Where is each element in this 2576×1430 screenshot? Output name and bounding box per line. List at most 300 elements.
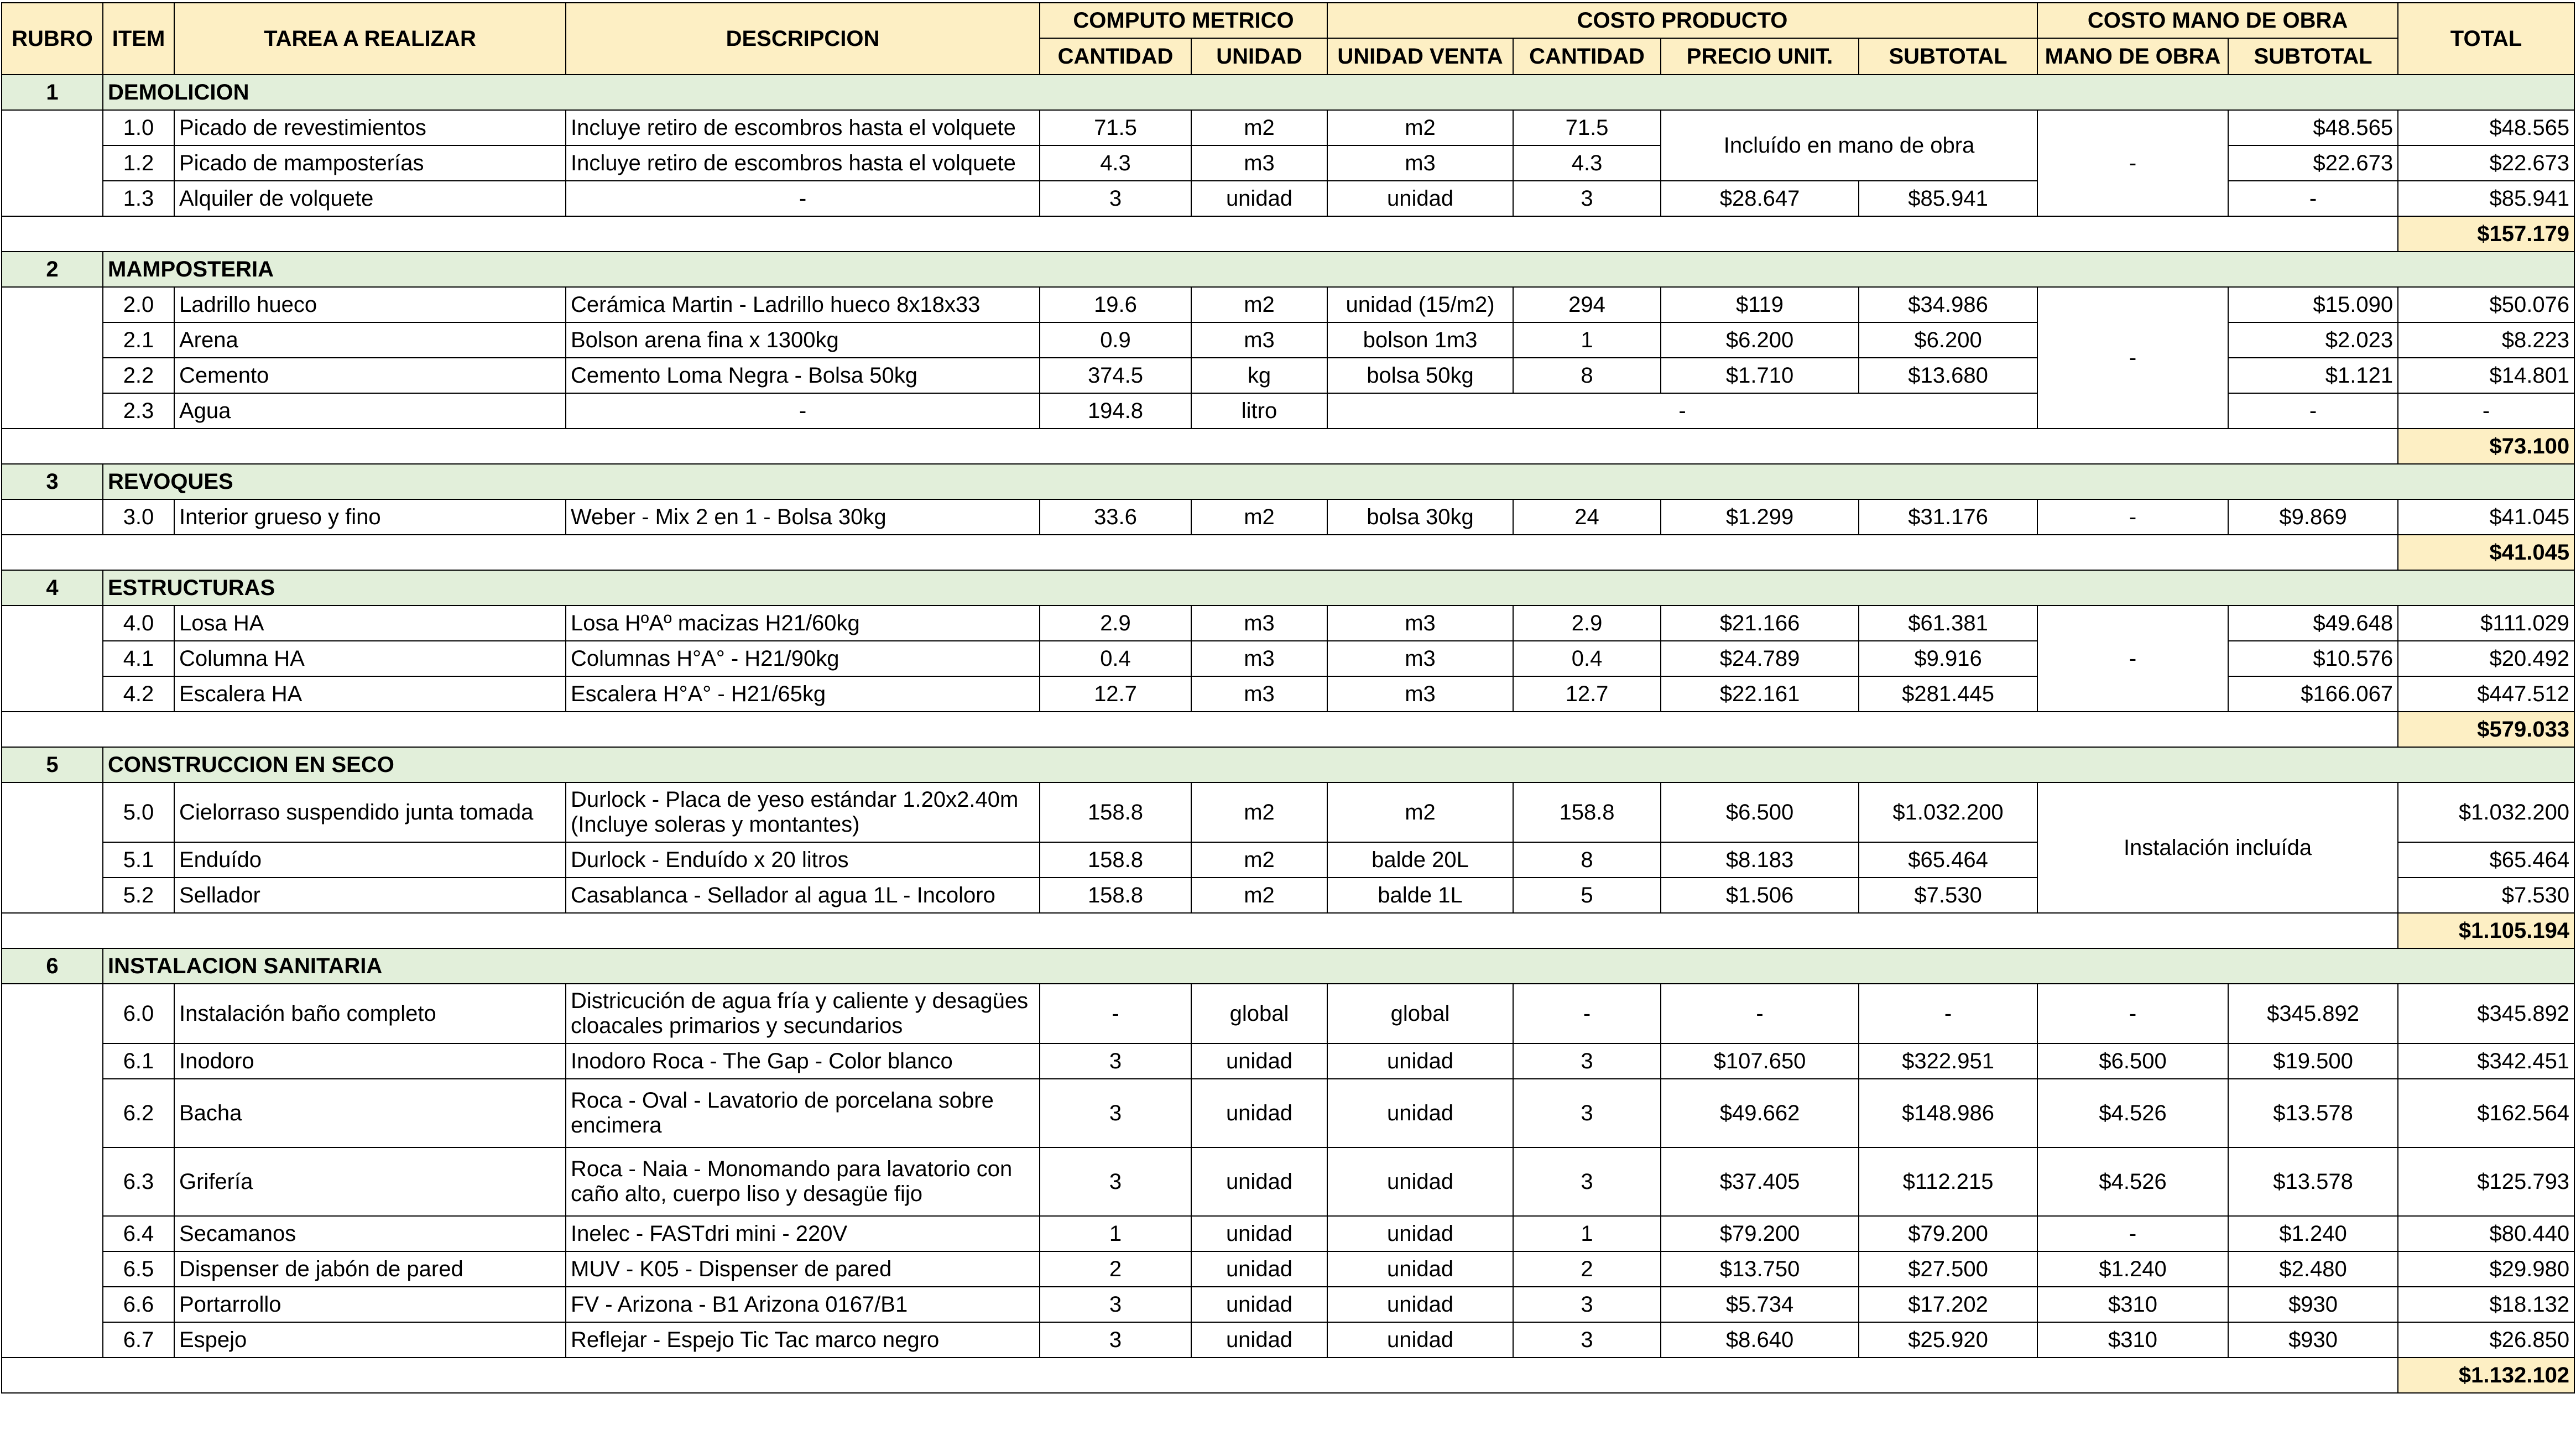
cantidad-venta-cell[interactable]: 3 bbox=[1513, 1043, 1661, 1079]
descripcion-cell[interactable]: Inelec - FASTdri mini - 220V bbox=[566, 1216, 1040, 1251]
cantidad-cell[interactable]: 1 bbox=[1040, 1216, 1191, 1251]
mo-subtotal-cell[interactable]: $1.121 bbox=[2228, 358, 2398, 393]
rubro-total[interactable]: $1.132.102 bbox=[2398, 1358, 2574, 1393]
item-cell[interactable]: 4.2 bbox=[103, 676, 174, 712]
rubro-number[interactable]: 4 bbox=[2, 570, 103, 606]
cantidad-cell[interactable]: 158.8 bbox=[1040, 878, 1191, 913]
unidad-cell[interactable]: m3 bbox=[1191, 145, 1327, 181]
col-header-rubro[interactable]: RUBRO bbox=[2, 3, 103, 75]
table-row bbox=[2, 1043, 2574, 1079]
precio-unit-cell[interactable]: $8.640 bbox=[1661, 1322, 1859, 1358]
unidad-cell[interactable]: unidad bbox=[1191, 1251, 1327, 1287]
rubro-number[interactable]: 2 bbox=[2, 252, 103, 287]
unidad-venta-cell[interactable]: unidad bbox=[1327, 1287, 1513, 1322]
subtotal-cell[interactable]: $85.941 bbox=[1859, 181, 2037, 216]
total-cell[interactable]: $85.941 bbox=[2398, 181, 2574, 216]
precio-unit-cell[interactable]: $1.710 bbox=[1661, 358, 1859, 393]
subtotal-cell[interactable]: $6.200 bbox=[1859, 322, 2037, 358]
rubro-cell[interactable] bbox=[2, 984, 103, 1358]
cantidad-cell[interactable]: 3 bbox=[1040, 1147, 1191, 1216]
rubro-cell[interactable] bbox=[2, 110, 103, 216]
rubro-name[interactable]: MAMPOSTERIA bbox=[103, 252, 2574, 287]
unidad-cell[interactable]: m3 bbox=[1191, 676, 1327, 712]
unidad-cell[interactable]: unidad bbox=[1191, 1322, 1327, 1358]
cantidad-cell[interactable]: 194.8 bbox=[1040, 393, 1191, 429]
cantidad-venta-cell[interactable]: 158.8 bbox=[1513, 782, 1661, 842]
mo-subtotal-cell[interactable]: $1.240 bbox=[2228, 1216, 2398, 1251]
mano-obra-cell[interactable]: $6.500 bbox=[2037, 1043, 2228, 1079]
tarea-cell[interactable]: Cemento bbox=[174, 358, 566, 393]
rubro-total[interactable]: $41.045 bbox=[2398, 535, 2574, 570]
cantidad-venta-cell[interactable]: 2 bbox=[1513, 1251, 1661, 1287]
rubro-name[interactable]: REVOQUES bbox=[103, 464, 2574, 499]
tarea-cell[interactable]: Cielorraso suspendido junta tomada bbox=[174, 782, 566, 842]
subtotal-cell[interactable]: $13.680 bbox=[1859, 358, 2037, 393]
total-cell[interactable]: $18.132 bbox=[2398, 1287, 2574, 1322]
cantidad-venta-cell[interactable]: 0.4 bbox=[1513, 641, 1661, 676]
unidad-venta-cell[interactable]: balde 1L bbox=[1327, 878, 1513, 913]
precio-unit-cell[interactable]: $28.647 bbox=[1661, 181, 1859, 216]
total-cell[interactable]: $29.980 bbox=[2398, 1251, 2574, 1287]
tarea-cell[interactable]: Portarrollo bbox=[174, 1287, 566, 1322]
tarea-cell[interactable]: Enduído bbox=[174, 842, 566, 878]
total-cell[interactable]: - bbox=[2398, 393, 2574, 429]
mano-obra-cell[interactable]: - bbox=[2037, 606, 2228, 712]
item-cell[interactable]: 1.0 bbox=[103, 110, 174, 145]
total-cell[interactable]: $111.029 bbox=[2398, 606, 2574, 641]
tarea-cell[interactable]: Picado de mamposterías bbox=[174, 145, 566, 181]
unidad-venta-cell[interactable]: unidad bbox=[1327, 1043, 1513, 1079]
unidad-venta-cell[interactable]: unidad bbox=[1327, 1322, 1513, 1358]
cantidad-cell[interactable]: 2.9 bbox=[1040, 606, 1191, 641]
item-cell[interactable]: 1.2 bbox=[103, 145, 174, 181]
rubro-total[interactable]: $579.033 bbox=[2398, 712, 2574, 747]
descripcion-cell[interactable]: Cerámica Martin - Ladrillo hueco 8x18x33 bbox=[566, 287, 1040, 322]
unidad-cell[interactable]: unidad bbox=[1191, 1043, 1327, 1079]
item-cell[interactable]: 3.0 bbox=[103, 499, 174, 535]
table-row bbox=[2, 1287, 2574, 1322]
unidad-cell[interactable]: m2 bbox=[1191, 110, 1327, 145]
table-row bbox=[2, 1322, 2574, 1358]
table-row bbox=[2, 1079, 2574, 1147]
descripcion-cell[interactable]: Incluye retiro de escombros hasta el volquete bbox=[566, 110, 1040, 145]
unidad-venta-cell[interactable]: unidad bbox=[1327, 1251, 1513, 1287]
rubro-cell[interactable] bbox=[2, 606, 103, 712]
unidad-venta-cell[interactable]: unidad (15/m2) bbox=[1327, 287, 1513, 322]
cantidad-venta-cell[interactable]: - bbox=[1513, 984, 1661, 1043]
table-row bbox=[2, 606, 2574, 641]
descripcion-cell[interactable]: FV - Arizona - B1 Arizona 0167/B1 bbox=[566, 1287, 1040, 1322]
cantidad-cell[interactable]: 3 bbox=[1040, 1043, 1191, 1079]
unidad-cell[interactable]: m2 bbox=[1191, 878, 1327, 913]
unidad-venta-cell[interactable]: bolsa 50kg bbox=[1327, 358, 1513, 393]
precio-unit-cell[interactable]: $13.750 bbox=[1661, 1251, 1859, 1287]
item-cell[interactable]: 5.0 bbox=[103, 782, 174, 842]
cantidad-cell[interactable]: 4.3 bbox=[1040, 145, 1191, 181]
cantidad-cell[interactable]: 0.4 bbox=[1040, 641, 1191, 676]
item-cell[interactable]: 6.4 bbox=[103, 1216, 174, 1251]
col-header-item[interactable]: ITEM bbox=[103, 3, 174, 75]
subtotal-cell[interactable]: $31.176 bbox=[1859, 499, 2037, 535]
precio-unit-cell[interactable]: $119 bbox=[1661, 287, 1859, 322]
subtotal-cell[interactable]: $112.215 bbox=[1859, 1147, 2037, 1216]
col-header-total[interactable]: TOTAL bbox=[2398, 3, 2574, 75]
rubro-total[interactable]: $73.100 bbox=[2398, 429, 2574, 464]
cantidad-cell[interactable]: 33.6 bbox=[1040, 499, 1191, 535]
unidad-cell[interactable]: unidad bbox=[1191, 1287, 1327, 1322]
precio-unit-cell[interactable]: $37.405 bbox=[1661, 1147, 1859, 1216]
mano-obra-cell[interactable]: - bbox=[2037, 984, 2228, 1043]
table-row bbox=[2, 1147, 2574, 1216]
unidad-cell[interactable]: m3 bbox=[1191, 606, 1327, 641]
precio-unit-cell[interactable]: $24.789 bbox=[1661, 641, 1859, 676]
tarea-cell[interactable]: Escalera HA bbox=[174, 676, 566, 712]
precio-unit-cell[interactable]: $22.161 bbox=[1661, 676, 1859, 712]
precio-unit-cell[interactable]: $1.299 bbox=[1661, 499, 1859, 535]
unidad-cell[interactable]: global bbox=[1191, 984, 1327, 1043]
subtotal-cell[interactable]: $9.916 bbox=[1859, 641, 2037, 676]
item-cell[interactable]: 6.0 bbox=[103, 984, 174, 1043]
subtotal-cell[interactable]: $34.986 bbox=[1859, 287, 2037, 322]
mo-subtotal-cell[interactable]: $166.067 bbox=[2228, 676, 2398, 712]
subtotal-cell[interactable]: $322.951 bbox=[1859, 1043, 2037, 1079]
cantidad-cell[interactable]: 158.8 bbox=[1040, 782, 1191, 842]
total-cell[interactable]: $125.793 bbox=[2398, 1147, 2574, 1216]
unidad-venta-cell[interactable]: m2 bbox=[1327, 110, 1513, 145]
unidad-venta-cell[interactable]: m3 bbox=[1327, 676, 1513, 712]
subtotal-cell[interactable]: $281.445 bbox=[1859, 676, 2037, 712]
subtotal-cell[interactable]: $25.920 bbox=[1859, 1322, 2037, 1358]
unidad-cell[interactable]: m2 bbox=[1191, 499, 1327, 535]
rubro-number[interactable]: 3 bbox=[2, 464, 103, 499]
mo-subtotal-cell[interactable]: - bbox=[2228, 181, 2398, 216]
col-header-cantidad-venta[interactable]: CANTIDAD bbox=[1513, 38, 1661, 75]
unidad-venta-cell[interactable]: unidad bbox=[1327, 1216, 1513, 1251]
unidad-venta-cell[interactable]: m3 bbox=[1327, 641, 1513, 676]
descripcion-cell[interactable]: - bbox=[566, 393, 1040, 429]
unidad-venta-cell[interactable]: balde 20L bbox=[1327, 842, 1513, 878]
total-cell[interactable]: $1.032.200 bbox=[2398, 782, 2574, 842]
mo-subtotal-cell[interactable]: - bbox=[2228, 393, 2398, 429]
total-cell[interactable]: $48.565 bbox=[2398, 110, 2574, 145]
tarea-cell[interactable]: Alquiler de volquete bbox=[174, 181, 566, 216]
col-header-subtotal-mano-obra[interactable]: SUBTOTAL bbox=[2228, 38, 2398, 75]
unidad-venta-cell[interactable]: bolson 1m3 bbox=[1327, 322, 1513, 358]
cantidad-cell[interactable]: 3 bbox=[1040, 181, 1191, 216]
rubro-cell[interactable] bbox=[2, 782, 103, 913]
cantidad-venta-cell[interactable]: 24 bbox=[1513, 499, 1661, 535]
cantidad-venta-cell[interactable]: 8 bbox=[1513, 358, 1661, 393]
descripcion-cell[interactable]: Inodoro Roca - The Gap - Color blanco bbox=[566, 1043, 1040, 1079]
item-cell[interactable]: 6.2 bbox=[103, 1079, 174, 1147]
unidad-cell[interactable]: unidad bbox=[1191, 1216, 1327, 1251]
subtotal-cell[interactable]: $1.032.200 bbox=[1859, 782, 2037, 842]
mano-obra-cell[interactable]: - bbox=[2037, 287, 2228, 429]
unidad-venta-cell[interactable]: m3 bbox=[1327, 606, 1513, 641]
subtotal-cell[interactable]: $17.202 bbox=[1859, 1287, 2037, 1322]
subtotal-cell[interactable]: $148.986 bbox=[1859, 1079, 2037, 1147]
item-cell[interactable]: 6.5 bbox=[103, 1251, 174, 1287]
cantidad-cell[interactable]: 12.7 bbox=[1040, 676, 1191, 712]
item-cell[interactable]: 4.1 bbox=[103, 641, 174, 676]
col-header-unidad[interactable]: UNIDAD bbox=[1191, 38, 1327, 75]
tarea-cell[interactable]: Dispenser de jabón de pared bbox=[174, 1251, 566, 1287]
unidad-cell[interactable]: unidad bbox=[1191, 1147, 1327, 1216]
tarea-cell[interactable]: Picado de revestimientos bbox=[174, 110, 566, 145]
total-cell[interactable]: $65.464 bbox=[2398, 842, 2574, 878]
cantidad-venta-cell[interactable]: 294 bbox=[1513, 287, 1661, 322]
tarea-cell[interactable]: Columna HA bbox=[174, 641, 566, 676]
tarea-cell[interactable]: Sellador bbox=[174, 878, 566, 913]
descripcion-cell[interactable]: Roca - Oval - Lavatorio de porcelana sobre encimera bbox=[566, 1079, 1040, 1147]
cantidad-cell[interactable]: 374.5 bbox=[1040, 358, 1191, 393]
col-header-subtotal-producto[interactable]: SUBTOTAL bbox=[1859, 38, 2037, 75]
mo-subtotal-cell[interactable]: $19.500 bbox=[2228, 1043, 2398, 1079]
precio-unit-cell[interactable]: $5.734 bbox=[1661, 1287, 1859, 1322]
total-cell[interactable]: $22.673 bbox=[2398, 145, 2574, 181]
descripcion-cell[interactable]: Districución de agua fría y caliente y desagües cloacales primarios y secundarios bbox=[566, 984, 1040, 1043]
mo-subtotal-cell[interactable]: $13.578 bbox=[2228, 1147, 2398, 1216]
precio-unit-cell[interactable]: $107.650 bbox=[1661, 1043, 1859, 1079]
item-cell[interactable]: 1.3 bbox=[103, 181, 174, 216]
cantidad-venta-cell[interactable]: 3 bbox=[1513, 181, 1661, 216]
col-header-cantidad[interactable]: CANTIDAD bbox=[1040, 38, 1191, 75]
tarea-cell[interactable]: Grifería bbox=[174, 1147, 566, 1216]
unidad-cell[interactable]: m2 bbox=[1191, 782, 1327, 842]
precio-unit-cell[interactable]: $79.200 bbox=[1661, 1216, 1859, 1251]
precio-unit-cell[interactable]: $6.500 bbox=[1661, 782, 1859, 842]
agua-producto-cell[interactable]: - bbox=[1327, 393, 2037, 429]
rubro-row bbox=[2, 948, 2574, 984]
item-cell[interactable]: 5.2 bbox=[103, 878, 174, 913]
descripcion-cell[interactable]: Durlock - Placa de yeso estándar 1.20x2.40m (Incluye soleras y montantes) bbox=[566, 782, 1040, 842]
total-cell[interactable]: $41.045 bbox=[2398, 499, 2574, 535]
unidad-cell[interactable]: unidad bbox=[1191, 1079, 1327, 1147]
precio-unit-cell[interactable]: $49.662 bbox=[1661, 1079, 1859, 1147]
total-cell[interactable]: $14.801 bbox=[2398, 358, 2574, 393]
unidad-cell[interactable]: unidad bbox=[1191, 181, 1327, 216]
rubro-total[interactable]: $157.179 bbox=[2398, 216, 2574, 252]
mo-subtotal-cell[interactable]: $930 bbox=[2228, 1287, 2398, 1322]
col-group-costo-mano-obra[interactable]: COSTO MANO DE OBRA bbox=[2037, 3, 2398, 38]
item-cell[interactable]: 2.0 bbox=[103, 287, 174, 322]
rubro-name[interactable]: INSTALACION SANITARIA bbox=[103, 948, 2574, 984]
mo-subtotal-cell[interactable]: $345.892 bbox=[2228, 984, 2398, 1043]
item-cell[interactable]: 6.3 bbox=[103, 1147, 174, 1216]
cantidad-venta-cell[interactable]: 4.3 bbox=[1513, 145, 1661, 181]
table-row bbox=[2, 110, 2574, 145]
unidad-cell[interactable]: m3 bbox=[1191, 641, 1327, 676]
mano-obra-cell[interactable]: - bbox=[2037, 499, 2228, 535]
total-cell[interactable]: $345.892 bbox=[2398, 984, 2574, 1043]
mo-subtotal-cell[interactable]: $15.090 bbox=[2228, 287, 2398, 322]
table-row bbox=[2, 1251, 2574, 1287]
descripcion-cell[interactable]: Cemento Loma Negra - Bolsa 50kg bbox=[566, 358, 1040, 393]
table-row bbox=[2, 287, 2574, 322]
rubro-number[interactable]: 6 bbox=[2, 948, 103, 984]
cantidad-cell[interactable]: 3 bbox=[1040, 1079, 1191, 1147]
subtotal-cell[interactable]: $7.530 bbox=[1859, 878, 2037, 913]
unidad-venta-cell[interactable]: m2 bbox=[1327, 782, 1513, 842]
unidad-cell[interactable]: m3 bbox=[1191, 322, 1327, 358]
descripcion-cell[interactable]: Roca - Naia - Monomando para lavatorio con caño alto, cuerpo liso y desagüe fijo bbox=[566, 1147, 1040, 1216]
cantidad-venta-cell[interactable]: 5 bbox=[1513, 878, 1661, 913]
cantidad-cell[interactable]: 0.9 bbox=[1040, 322, 1191, 358]
descripcion-cell[interactable]: Casablanca - Sellador al agua 1L - Incoloro bbox=[566, 878, 1040, 913]
tarea-cell[interactable]: Instalación baño completo bbox=[174, 984, 566, 1043]
descripcion-cell[interactable]: MUV - K05 - Dispenser de pared bbox=[566, 1251, 1040, 1287]
tarea-cell[interactable]: Espejo bbox=[174, 1322, 566, 1358]
subtotal-cell[interactable]: $65.464 bbox=[1859, 842, 2037, 878]
cantidad-cell[interactable]: 19.6 bbox=[1040, 287, 1191, 322]
precio-unit-cell[interactable]: $6.200 bbox=[1661, 322, 1859, 358]
rubro-row bbox=[2, 75, 2574, 110]
cantidad-cell[interactable]: 158.8 bbox=[1040, 842, 1191, 878]
unidad-venta-cell[interactable]: unidad bbox=[1327, 1079, 1513, 1147]
rubro-number[interactable]: 1 bbox=[2, 75, 103, 110]
cantidad-venta-cell[interactable]: 1 bbox=[1513, 322, 1661, 358]
col-group-costo-producto[interactable]: COSTO PRODUCTO bbox=[1327, 3, 2037, 38]
mano-obra-cell[interactable]: $1.240 bbox=[2037, 1251, 2228, 1287]
precio-unit-cell[interactable]: $8.183 bbox=[1661, 842, 1859, 878]
item-cell[interactable]: 6.6 bbox=[103, 1287, 174, 1322]
col-header-descripcion[interactable]: DESCRIPCION bbox=[566, 3, 1040, 75]
descripcion-cell[interactable]: Weber - Mix 2 en 1 - Bolsa 30kg bbox=[566, 499, 1040, 535]
mo-subtotal-cell[interactable]: $10.576 bbox=[2228, 641, 2398, 676]
item-cell[interactable]: 2.2 bbox=[103, 358, 174, 393]
mo-subtotal-cell[interactable]: $48.565 bbox=[2228, 110, 2398, 145]
mano-obra-cell[interactable]: - bbox=[2037, 110, 2228, 216]
mo-subtotal-cell[interactable]: $9.869 bbox=[2228, 499, 2398, 535]
mo-subtotal-cell[interactable]: $2.023 bbox=[2228, 322, 2398, 358]
col-header-tarea[interactable]: TAREA A REALIZAR bbox=[174, 3, 566, 75]
tarea-cell[interactable]: Arena bbox=[174, 322, 566, 358]
cantidad-cell[interactable]: 2 bbox=[1040, 1251, 1191, 1287]
total-cell[interactable]: $8.223 bbox=[2398, 322, 2574, 358]
cantidad-cell[interactable]: 3 bbox=[1040, 1322, 1191, 1358]
total-cell[interactable]: $162.564 bbox=[2398, 1079, 2574, 1147]
mo-subtotal-cell[interactable]: $49.648 bbox=[2228, 606, 2398, 641]
mano-obra-cell[interactable]: $310 bbox=[2037, 1322, 2228, 1358]
mano-obra-cell[interactable]: - bbox=[2037, 1216, 2228, 1251]
rubro-name[interactable]: ESTRUCTURAS bbox=[103, 570, 2574, 606]
descripcion-cell[interactable]: Escalera H°A° - H21/65kg bbox=[566, 676, 1040, 712]
total-cell[interactable]: $342.451 bbox=[2398, 1043, 2574, 1079]
mano-obra-cell[interactable]: $4.526 bbox=[2037, 1079, 2228, 1147]
cantidad-venta-cell[interactable]: 12.7 bbox=[1513, 676, 1661, 712]
cantidad-venta-cell[interactable]: 3 bbox=[1513, 1322, 1661, 1358]
precio-unit-cell[interactable]: $1.506 bbox=[1661, 878, 1859, 913]
descripcion-cell[interactable]: - bbox=[566, 181, 1040, 216]
total-cell[interactable]: $50.076 bbox=[2398, 287, 2574, 322]
total-cell[interactable]: $20.492 bbox=[2398, 641, 2574, 676]
subtotal-cell[interactable]: $61.381 bbox=[1859, 606, 2037, 641]
col-header-mano-de-obra[interactable]: MANO DE OBRA bbox=[2037, 38, 2228, 75]
cantidad-venta-cell[interactable]: 8 bbox=[1513, 842, 1661, 878]
item-cell[interactable]: 6.1 bbox=[103, 1043, 174, 1079]
item-cell[interactable]: 2.3 bbox=[103, 393, 174, 429]
rubro-name[interactable]: DEMOLICION bbox=[103, 75, 2574, 110]
cantidad-venta-cell[interactable]: 3 bbox=[1513, 1147, 1661, 1216]
descripcion-cell[interactable]: Bolson arena fina x 1300kg bbox=[566, 322, 1040, 358]
cantidad-cell[interactable]: 71.5 bbox=[1040, 110, 1191, 145]
tarea-cell[interactable]: Inodoro bbox=[174, 1043, 566, 1079]
item-cell[interactable]: 4.0 bbox=[103, 606, 174, 641]
subtotal-cell[interactable]: - bbox=[1859, 984, 2037, 1043]
unidad-venta-cell[interactable]: unidad bbox=[1327, 181, 1513, 216]
subtotal-cell[interactable]: $79.200 bbox=[1859, 1216, 2037, 1251]
incluido-mano-obra-cell[interactable]: Incluído en mano de obra bbox=[1661, 110, 2037, 181]
subtotal-cell[interactable]: $27.500 bbox=[1859, 1251, 2037, 1287]
unidad-cell[interactable]: m2 bbox=[1191, 842, 1327, 878]
tarea-cell[interactable]: Losa HA bbox=[174, 606, 566, 641]
table-row bbox=[2, 782, 2574, 842]
col-group-computo-metrico[interactable]: COMPUTO METRICO bbox=[1040, 3, 1327, 38]
item-cell[interactable]: 6.7 bbox=[103, 1322, 174, 1358]
cantidad-venta-cell[interactable]: 1 bbox=[1513, 1216, 1661, 1251]
total-cell[interactable]: $26.850 bbox=[2398, 1322, 2574, 1358]
rubro-cell[interactable] bbox=[2, 287, 103, 429]
mo-subtotal-cell[interactable]: $22.673 bbox=[2228, 145, 2398, 181]
cantidad-venta-cell[interactable]: 3 bbox=[1513, 1079, 1661, 1147]
unidad-venta-cell[interactable]: global bbox=[1327, 984, 1513, 1043]
mano-obra-cell[interactable]: $310 bbox=[2037, 1287, 2228, 1322]
rubro-total-spacer bbox=[2, 216, 2398, 252]
mo-subtotal-cell[interactable]: $930 bbox=[2228, 1322, 2398, 1358]
rubro-name[interactable]: CONSTRUCCION EN SECO bbox=[103, 747, 2574, 782]
unidad-cell[interactable]: m2 bbox=[1191, 287, 1327, 322]
rubro-number[interactable]: 5 bbox=[2, 747, 103, 782]
descripcion-cell[interactable]: Reflejar - Espejo Tic Tac marco negro bbox=[566, 1322, 1040, 1358]
col-header-unidad-venta[interactable]: UNIDAD VENTA bbox=[1327, 38, 1513, 75]
unidad-cell[interactable]: kg bbox=[1191, 358, 1327, 393]
instalacion-incluida-cell[interactable]: Instalación incluída bbox=[2037, 782, 2398, 913]
total-cell[interactable]: $80.440 bbox=[2398, 1216, 2574, 1251]
tarea-cell[interactable]: Interior grueso y fino bbox=[174, 499, 566, 535]
mo-subtotal-cell[interactable]: $13.578 bbox=[2228, 1079, 2398, 1147]
tarea-cell[interactable]: Bacha bbox=[174, 1079, 566, 1147]
total-cell[interactable]: $7.530 bbox=[2398, 878, 2574, 913]
descripcion-cell[interactable]: Incluye retiro de escombros hasta el volquete bbox=[566, 145, 1040, 181]
descripcion-cell[interactable]: Columnas H°A° - H21/90kg bbox=[566, 641, 1040, 676]
tarea-cell[interactable]: Agua bbox=[174, 393, 566, 429]
item-cell[interactable]: 2.1 bbox=[103, 322, 174, 358]
rubro-total[interactable]: $1.105.194 bbox=[2398, 913, 2574, 948]
mano-obra-cell[interactable]: $4.526 bbox=[2037, 1147, 2228, 1216]
cantidad-cell[interactable]: - bbox=[1040, 984, 1191, 1043]
cantidad-cell[interactable]: 3 bbox=[1040, 1287, 1191, 1322]
descripcion-cell[interactable]: Durlock - Enduído x 20 litros bbox=[566, 842, 1040, 878]
rubro-cell[interactable] bbox=[2, 499, 103, 535]
rubro-total-spacer bbox=[2, 712, 2398, 747]
tarea-cell[interactable]: Secamanos bbox=[174, 1216, 566, 1251]
col-header-precio-unit[interactable]: PRECIO UNIT. bbox=[1661, 38, 1859, 75]
unidad-venta-cell[interactable]: m3 bbox=[1327, 145, 1513, 181]
descripcion-cell[interactable]: Losa HºAº macizas H21/60kg bbox=[566, 606, 1040, 641]
unidad-venta-cell[interactable]: bolsa 30kg bbox=[1327, 499, 1513, 535]
total-cell[interactable]: $447.512 bbox=[2398, 676, 2574, 712]
precio-unit-cell[interactable]: $21.166 bbox=[1661, 606, 1859, 641]
mo-subtotal-cell[interactable]: $2.480 bbox=[2228, 1251, 2398, 1287]
cantidad-venta-cell[interactable]: 2.9 bbox=[1513, 606, 1661, 641]
unidad-venta-cell[interactable]: unidad bbox=[1327, 1147, 1513, 1216]
cantidad-venta-cell[interactable]: 71.5 bbox=[1513, 110, 1661, 145]
tarea-cell[interactable]: Ladrillo hueco bbox=[174, 287, 566, 322]
unidad-cell[interactable]: litro bbox=[1191, 393, 1327, 429]
item-cell[interactable]: 5.1 bbox=[103, 842, 174, 878]
cantidad-venta-cell[interactable]: 3 bbox=[1513, 1287, 1661, 1322]
precio-unit-cell[interactable]: - bbox=[1661, 984, 1859, 1043]
